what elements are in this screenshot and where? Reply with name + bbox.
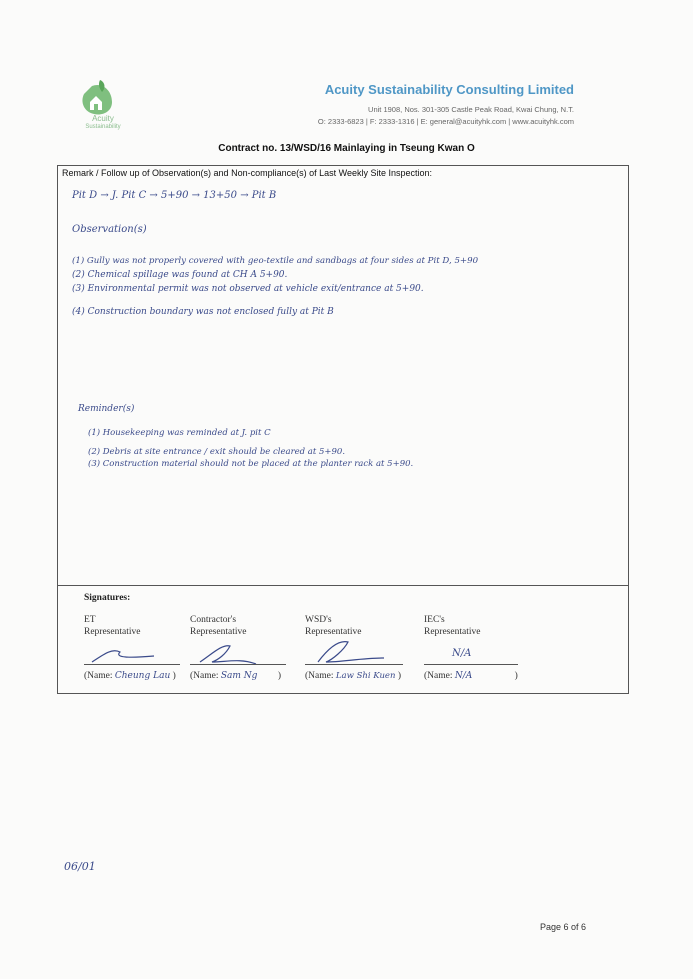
sig-et-role	[84, 614, 140, 638]
hw-reminder-1: (1) Housekeeping was reminded at J. pit C	[88, 428, 271, 438]
company-name: Acuity Sustainability Consulting Limited	[324, 82, 574, 97]
hw-route: Pit D → J. Pit C → 5+90 → 13+50 → Pit B	[72, 190, 277, 201]
sig-iec-role1: IEC's	[424, 615, 445, 625]
sig-contractor-role1: Contractor's	[190, 615, 237, 625]
hw-observation-4: (4) Construction boundary was not enclosed fully at Pit B	[72, 307, 334, 317]
sig-wsd-role2: Representative	[305, 627, 362, 637]
sig-et-role2: Representative	[84, 627, 141, 637]
sig-wsd-role	[305, 614, 361, 638]
hw-reminder-3: (3) Construction material should not be placed at the planter rack at 5+90.	[88, 459, 414, 469]
sig-wsd-signature	[312, 638, 392, 666]
sig-contractor-role	[190, 614, 246, 638]
contract-title: Contract no. 13/WSD/16 Mainlaying in Tseung Kwan O	[218, 143, 475, 154]
page-number: Page 6 of 6	[540, 922, 587, 932]
company-address: Unit 1908, Nos. 301-305 Castle Peak Road, Kwai Chung, N.T.	[368, 105, 574, 114]
logo-text	[74, 114, 132, 132]
sig-contractor-role2: Representative	[190, 627, 247, 637]
sig-et-line	[84, 664, 180, 665]
sig-contractor-name	[190, 670, 281, 682]
sig-iec-line	[424, 664, 518, 665]
sig-contractor-name-value: Sam Ng	[220, 671, 258, 681]
sig-contractor-line	[190, 664, 286, 665]
sig-wsd-name-label: (Name:	[305, 671, 334, 681]
sig-et-name-label: (Name:	[84, 671, 113, 681]
sig-iec-role2: Representative	[424, 627, 481, 637]
sig-contractor-name-label: (Name:	[190, 671, 219, 681]
remark-label: Remark / Follow up of Observation(s) and Non-compliance(s) of Last Weekly Site Inspection:	[62, 168, 432, 178]
hw-observations-heading: Observation(s)	[72, 224, 147, 235]
hw-observation-2: (2) Chemical spillage was found at CH A 5+90.	[72, 270, 288, 280]
sig-et-name-close: )	[172, 671, 176, 681]
signature-divider	[57, 585, 629, 586]
sig-et-signature	[90, 644, 160, 666]
sig-iec-name-close: )	[514, 671, 518, 681]
hw-reminder-2: (2) Debris at site entrance / exit should be cleared at 5+90.	[88, 447, 346, 457]
company-contacts: O: 2333-6823 | F: 2333-1316 | E: general@acuityhk.com | www.acuityhk.com	[317, 117, 574, 126]
hw-date: 06/01	[64, 860, 96, 873]
sig-wsd-line	[305, 664, 403, 665]
sig-iec-name-value: N/A	[454, 671, 473, 681]
logo-subname: Sustainability	[85, 124, 121, 130]
sig-iec-name-label: (Name:	[424, 671, 453, 681]
sig-wsd-role1: WSD's	[305, 615, 332, 625]
sig-wsd-name	[305, 670, 401, 682]
sig-iec-role	[424, 614, 480, 638]
sig-contractor-signature	[196, 640, 266, 666]
sig-contractor-name-close: )	[277, 671, 281, 681]
sig-iec-signature: N/A	[452, 648, 472, 659]
hw-observation-3: (3) Environmental permit was not observed at vehicle exit/entrance at 5+90.	[72, 284, 424, 294]
sig-et-role1: ET	[84, 615, 96, 625]
sig-wsd-name-value: Law Shi Kuen	[335, 671, 396, 681]
signatures-title: Signatures:	[84, 593, 131, 603]
sig-et-name	[84, 670, 176, 682]
hw-reminders-heading: Reminder(s)	[78, 404, 135, 414]
sig-iec-name	[424, 670, 518, 682]
hw-observation-1: (1) Gully was not properly covered with geo-textile and sandbags at four sides at Pit D, 5+90	[72, 256, 479, 266]
sig-et-name-value: Cheung Lau	[114, 671, 171, 681]
logo-name: Acuity	[92, 114, 114, 123]
sig-wsd-name-close: )	[397, 671, 401, 681]
